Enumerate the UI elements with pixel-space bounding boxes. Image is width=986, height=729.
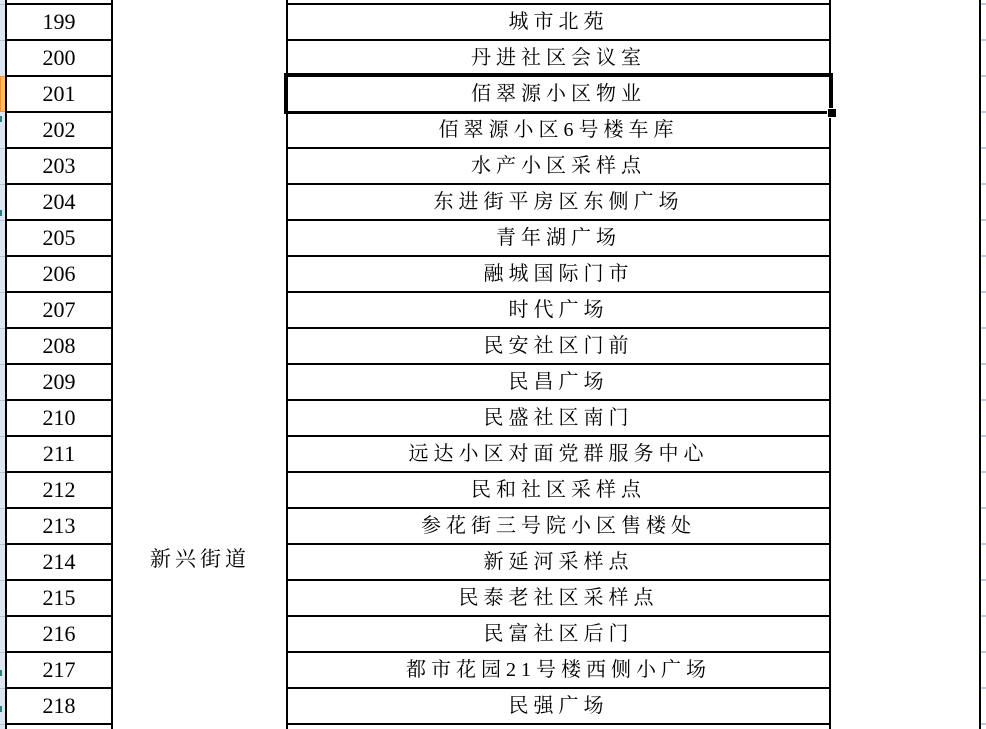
site-cell[interactable]: 民泰老社区采样点 (458, 587, 659, 609)
site-cell[interactable]: 民昌广场 (508, 371, 609, 393)
row-number-cell[interactable]: 201 (42, 81, 76, 106)
site-cell[interactable]: 新延河采样点 (483, 551, 634, 573)
row-number-cell[interactable]: 213 (42, 513, 76, 538)
row-number-cell[interactable]: 212 (42, 477, 76, 502)
site-cell[interactable]: 丹进社区会议室 (471, 47, 646, 69)
selected-cell[interactable]: 佰翠源小区物业 (471, 83, 646, 105)
row-number-cell[interactable]: 200 (42, 45, 76, 70)
fill-handle[interactable] (827, 108, 837, 118)
row-number-cell[interactable]: 208 (42, 333, 76, 358)
row-number-cell[interactable]: 205 (42, 225, 76, 250)
row-number-cell[interactable]: 217 (42, 657, 76, 682)
row-number-cell[interactable]: 218 (42, 693, 76, 718)
row-number-cell[interactable]: 209 (42, 369, 76, 394)
row-number-cell[interactable]: 215 (42, 585, 76, 610)
site-cell[interactable]: 远达小区对面党群服务中心 (408, 443, 709, 465)
site-cell[interactable]: 融城国际门市 (483, 263, 634, 285)
row-number-cell[interactable]: 203 (42, 153, 76, 178)
row-number-cell[interactable]: 214 (42, 549, 76, 574)
site-cell[interactable]: 城市北苑 (508, 11, 609, 33)
street-merged-cell[interactable] (113, 0, 287, 729)
site-cell[interactable]: 东进街平房区东侧广场 (433, 191, 684, 213)
row-number-cell[interactable]: 199 (42, 9, 76, 34)
site-cell[interactable]: 都市花园21号楼西侧小广场 (406, 659, 711, 681)
site-cell[interactable]: 民安社区门前 (483, 335, 634, 357)
site-cell[interactable]: 时代广场 (508, 299, 609, 321)
row-number-cell[interactable]: 211 (42, 441, 76, 466)
site-cell[interactable]: 民和社区采样点 (471, 479, 646, 501)
site-cell[interactable]: 参花街三号院小区售楼处 (421, 515, 696, 537)
row-number-cell[interactable]: 207 (42, 297, 76, 322)
row-number-cell[interactable]: 210 (42, 405, 76, 430)
site-cell[interactable]: 民富社区后门 (483, 623, 634, 645)
row-number-cell[interactable]: 204 (42, 189, 76, 214)
row-number-cell[interactable]: 202 (42, 117, 76, 142)
site-cell[interactable]: 佰翠源小区6号楼车库 (438, 119, 679, 141)
row-number-cell[interactable]: 216 (42, 621, 76, 646)
row-number-cell[interactable]: 206 (42, 261, 76, 286)
site-cell[interactable]: 水产小区采样点 (471, 155, 646, 177)
site-cell[interactable]: 民强广场 (508, 695, 609, 717)
site-cell[interactable]: 民盛社区南门 (483, 407, 634, 429)
site-cell[interactable]: 青年湖广场 (496, 227, 621, 249)
street-name-label: 新兴街道 (150, 547, 250, 571)
